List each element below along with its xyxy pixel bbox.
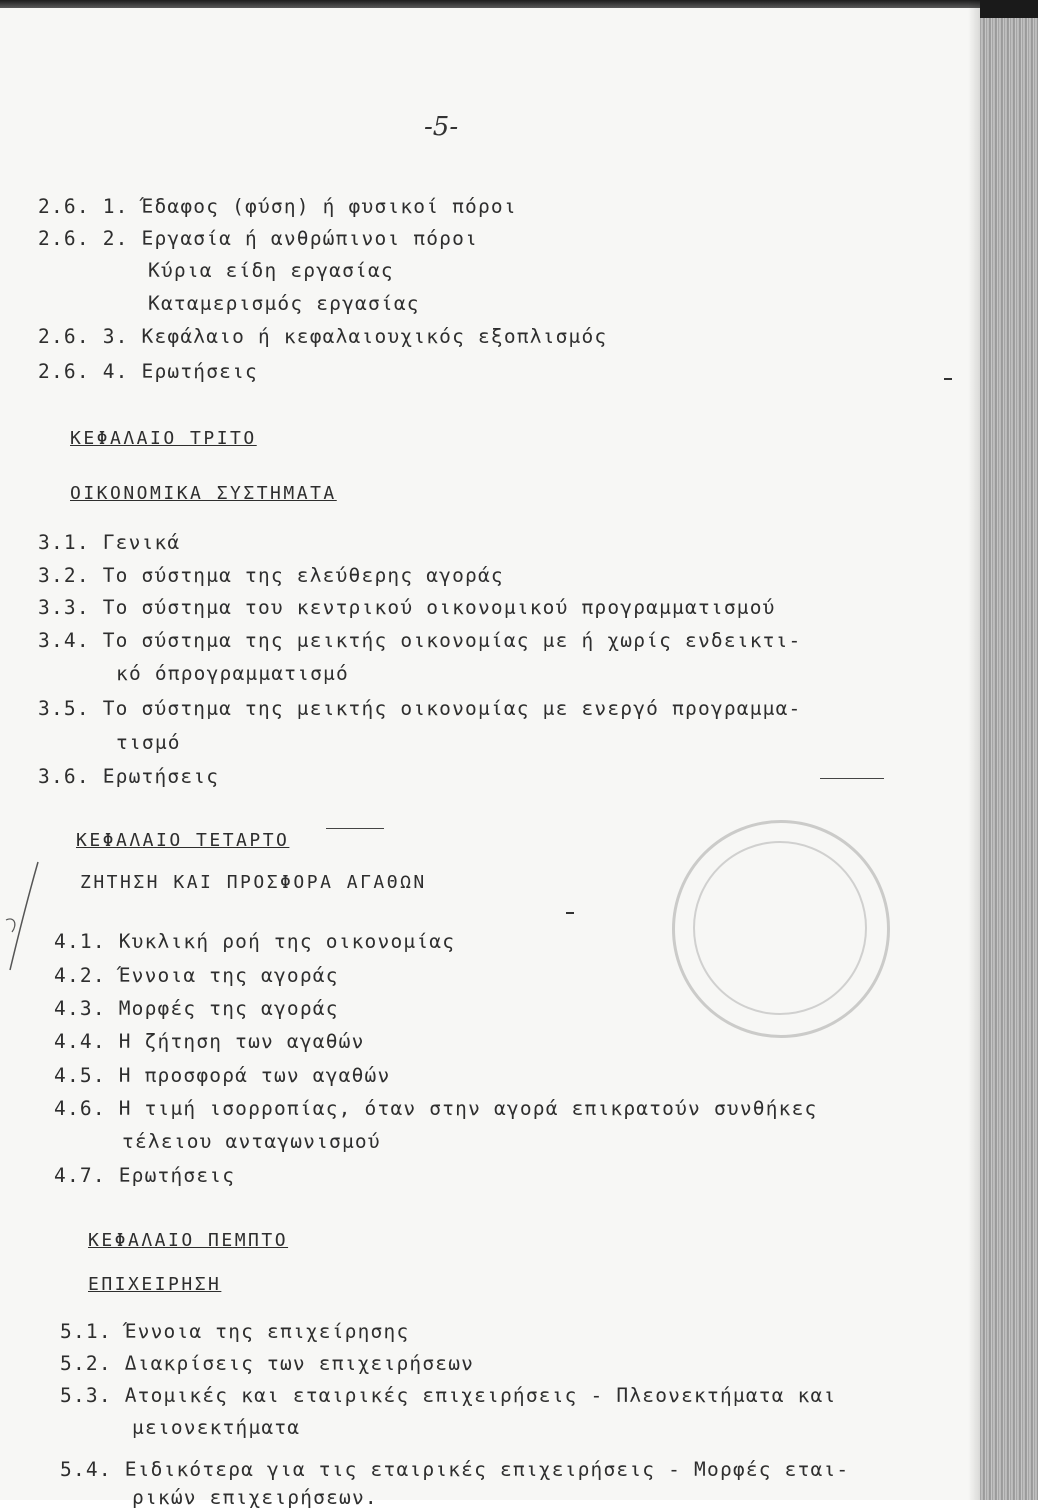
binding-shadow: [968, 0, 980, 1500]
toc-line-2-6-3: 2.6. 3. Κεφάλαιο ή κεφαλαιουχικός εξοπλισμός: [38, 325, 608, 348]
toc-line-4-3: 4.3. Μορφές της αγοράς: [54, 997, 339, 1020]
toc-line-5-3-cont: μειονεκτήματα: [132, 1416, 301, 1439]
margin-rule: [820, 778, 884, 779]
margin-dash: [944, 378, 952, 380]
page-number: -5-: [424, 112, 459, 142]
toc-line-3-1: 3.1. Γενικά: [38, 531, 181, 554]
chapter-3-title: ΟΙΚΟΝΟΜΙΚΑ ΣΥΣΤΗΜΑΤΑ: [70, 483, 337, 504]
toc-line-3-5: 3.5. Το σύστημα της μεικτής οικονομίας με ενεργό προγραμμα-: [38, 697, 802, 720]
toc-line-4-1: 4.1. Κυκλική ροή της οικονομίας: [54, 930, 456, 953]
toc-line-3-2: 3.2. Το σύστημα της ελεύθερης αγοράς: [38, 564, 504, 587]
chapter-4-heading: ΚΕΦΑΛΑΙΟ ΤΕΤΑΡΤΟ: [76, 830, 290, 851]
toc-line-3-4: 3.4. Το σύστημα της μεικτής οικονομίας με ή χωρίς ενδεικτι-: [38, 629, 802, 652]
toc-subline-division-of-labour: Καταμερισμός εργασίας: [148, 292, 420, 315]
toc-line-4-7: 4.7. Ερωτήσεις: [54, 1164, 236, 1187]
toc-subline-types-of-work: Κύρια είδη εργασίας: [148, 259, 394, 282]
chapter-5-title: ΕΠΙΧΕΙΡΗΣΗ: [88, 1274, 222, 1295]
toc-line-4-4: 4.4. Η ζήτηση των αγαθών: [54, 1030, 365, 1053]
toc-line-3-5-cont: τισμό: [116, 731, 181, 754]
toc-line-4-6-cont: τέλειου ανταγωνισμού: [122, 1130, 381, 1153]
handwritten-margin-mark: [0, 860, 44, 980]
toc-line-4-2: 4.2. Έννοια της αγοράς: [54, 964, 339, 987]
margin-dot: [566, 912, 574, 914]
toc-line-5-1: 5.1. Έννοια της επιχείρησης: [60, 1320, 410, 1343]
toc-line-3-3: 3.3. Το σύστημα του κεντρικού οικονομικού προγραμματισμού: [38, 596, 776, 619]
chapter-3-heading: ΚΕΦΑΛΑΙΟ ΤΡΙΤΟ: [70, 428, 257, 449]
toc-line-5-4-cont: ρικών επιχειρήσεων.: [132, 1486, 378, 1509]
chapter-4-title: ΖΗΤΗΣΗ ΚΑΙ ΠΡΟΣΦΟΡΑ ΑΓΑΘΩΝ: [80, 872, 427, 893]
toc-line-2-6-1: 2.6. 1. Έδαφος (φύση) ή φυσικοί πόροι: [38, 195, 517, 218]
toc-line-5-2: 5.2. Διακρίσεις των επιχειρήσεων: [60, 1352, 475, 1375]
binding-top-edge: [980, 0, 1038, 18]
chapter-5-heading: ΚΕΦΑΛΑΙΟ ΠΕΜΠΤΟ: [88, 1230, 289, 1251]
scan-top-edge: [0, 0, 1038, 8]
toc-line-4-5: 4.5. Η προσφορά των αγαθών: [54, 1064, 391, 1087]
toc-line-3-6: 3.6. Ερωτήσεις: [38, 765, 220, 788]
book-binding-edge: [980, 0, 1038, 1500]
official-stamp: [672, 820, 890, 1038]
stamp-inner-ring: [693, 841, 867, 1015]
toc-line-2-6-4: 2.6. 4. Ερωτήσεις: [38, 360, 258, 383]
toc-line-2-6-2: 2.6. 2. Εργασία ή ανθρώπινοι πόροι: [38, 227, 478, 250]
heading-rule: [326, 828, 384, 829]
toc-line-5-3: 5.3. Ατομικές και εταιρικές επιχειρήσεις - Πλεονεκτήματα και: [60, 1384, 837, 1407]
toc-line-3-4-cont: κό όπρογραμματισμό: [116, 662, 349, 685]
toc-line-4-6: 4.6. Η τιμή ισορροπίας, όταν στην αγορά επικρατούν συνθήκες: [54, 1097, 818, 1120]
toc-line-5-4: 5.4. Ειδικότερα για τις εταιρικές επιχειρήσεις - Μορφές εται-: [60, 1458, 850, 1481]
